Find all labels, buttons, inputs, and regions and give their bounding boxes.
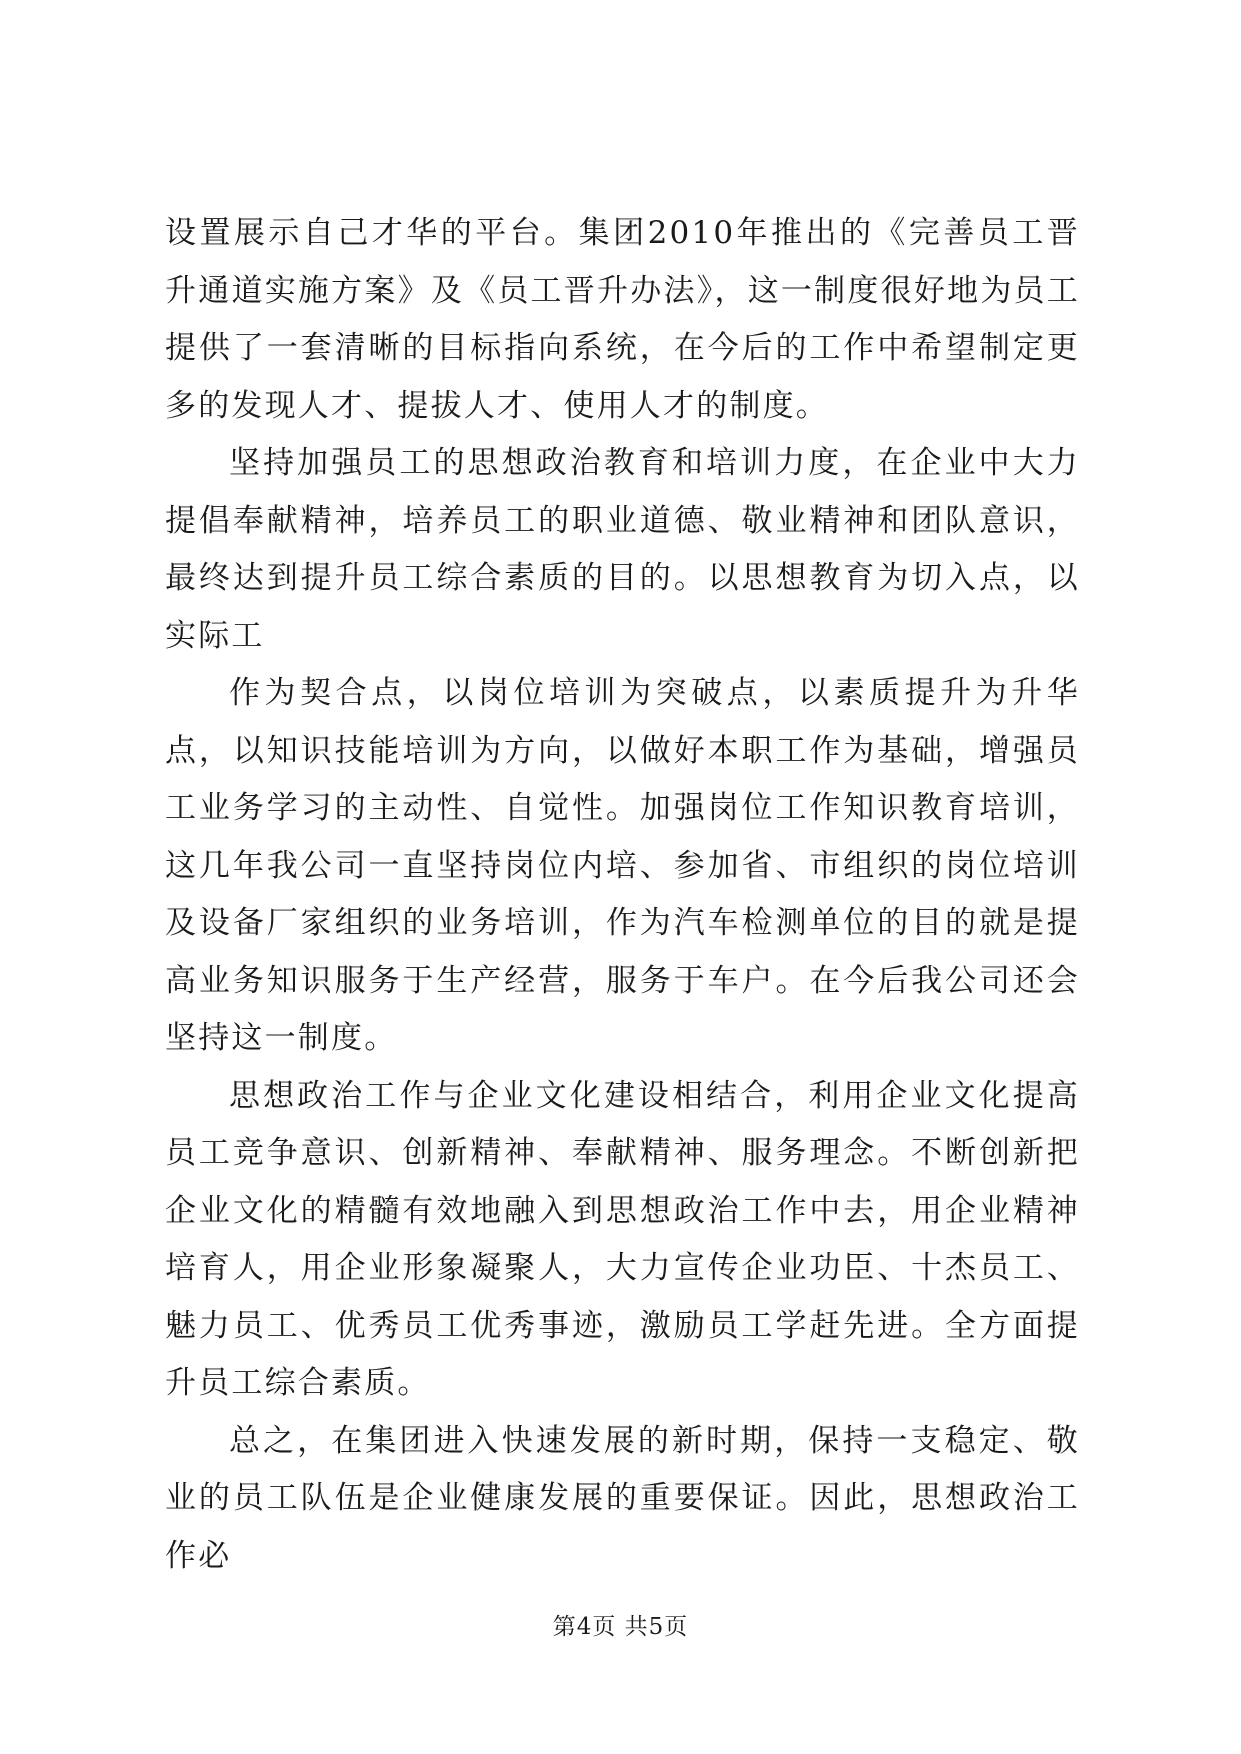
paragraph-2: 坚持加强员工的思想政治教育和培训力度，在企业中大力提倡奉献精神，培养员工的职业道德、敬业精神和团队意识，最终达到提升员工综合素质的目的。以思想教育为切入点，以实际工 <box>165 445 1080 654</box>
paragraph-3: 作为契合点，以岗位培训为突破点，以素质提升为升华点，以知识技能培训为方向，以做好本职工作为基础，增强员工业务学习的主动性、自觉性。加强岗位工作知识教育培训，这几年我公司一直坚持岗位内培、参加省、市组织的岗位培训及设备厂家组织的业务培训，作为汽车检测单位的目的就是提高业务知识服务于生产经营，服务于车户。在今后我公司还会坚持这一制度。 <box>165 675 1080 1056</box>
paragraph-4: 思想政治工作与企业文化建设相结合，利用企业文化提高员工竞争意识、创新精神、奉献精神、服务理念。不断创新把企业文化的精髓有效地融入到思想政治工作中去，用企业精神培育人，用企业形象凝聚人，大力宣传企业功臣、十杰员工、魅力员工、优秀员工优秀事迹，激励员工学赶先进。全方面提升员工综合素质。 <box>165 1077 1080 1401</box>
page-number-footer: 第4页 共5页 <box>552 1614 689 1640</box>
body-text <box>165 205 1080 1585</box>
paragraph-5: 总之，在集团进入快速发展的新时期，保持一支稳定、敬业的员工队伍是企业健康发展的重要保证。因此，思想政治工作必 <box>165 1422 1080 1574</box>
paragraph-1: 设置展示自己才华的平台。集团2010年推出的《完善员工晋升通道实施方案》及《员工晋升办法》，这一制度很好地为员工提供了一套清晰的目标指向系统，在今后的工作中希望制定更多的发现人才、提拔人才、使用人才的制度。 <box>165 215 1080 424</box>
